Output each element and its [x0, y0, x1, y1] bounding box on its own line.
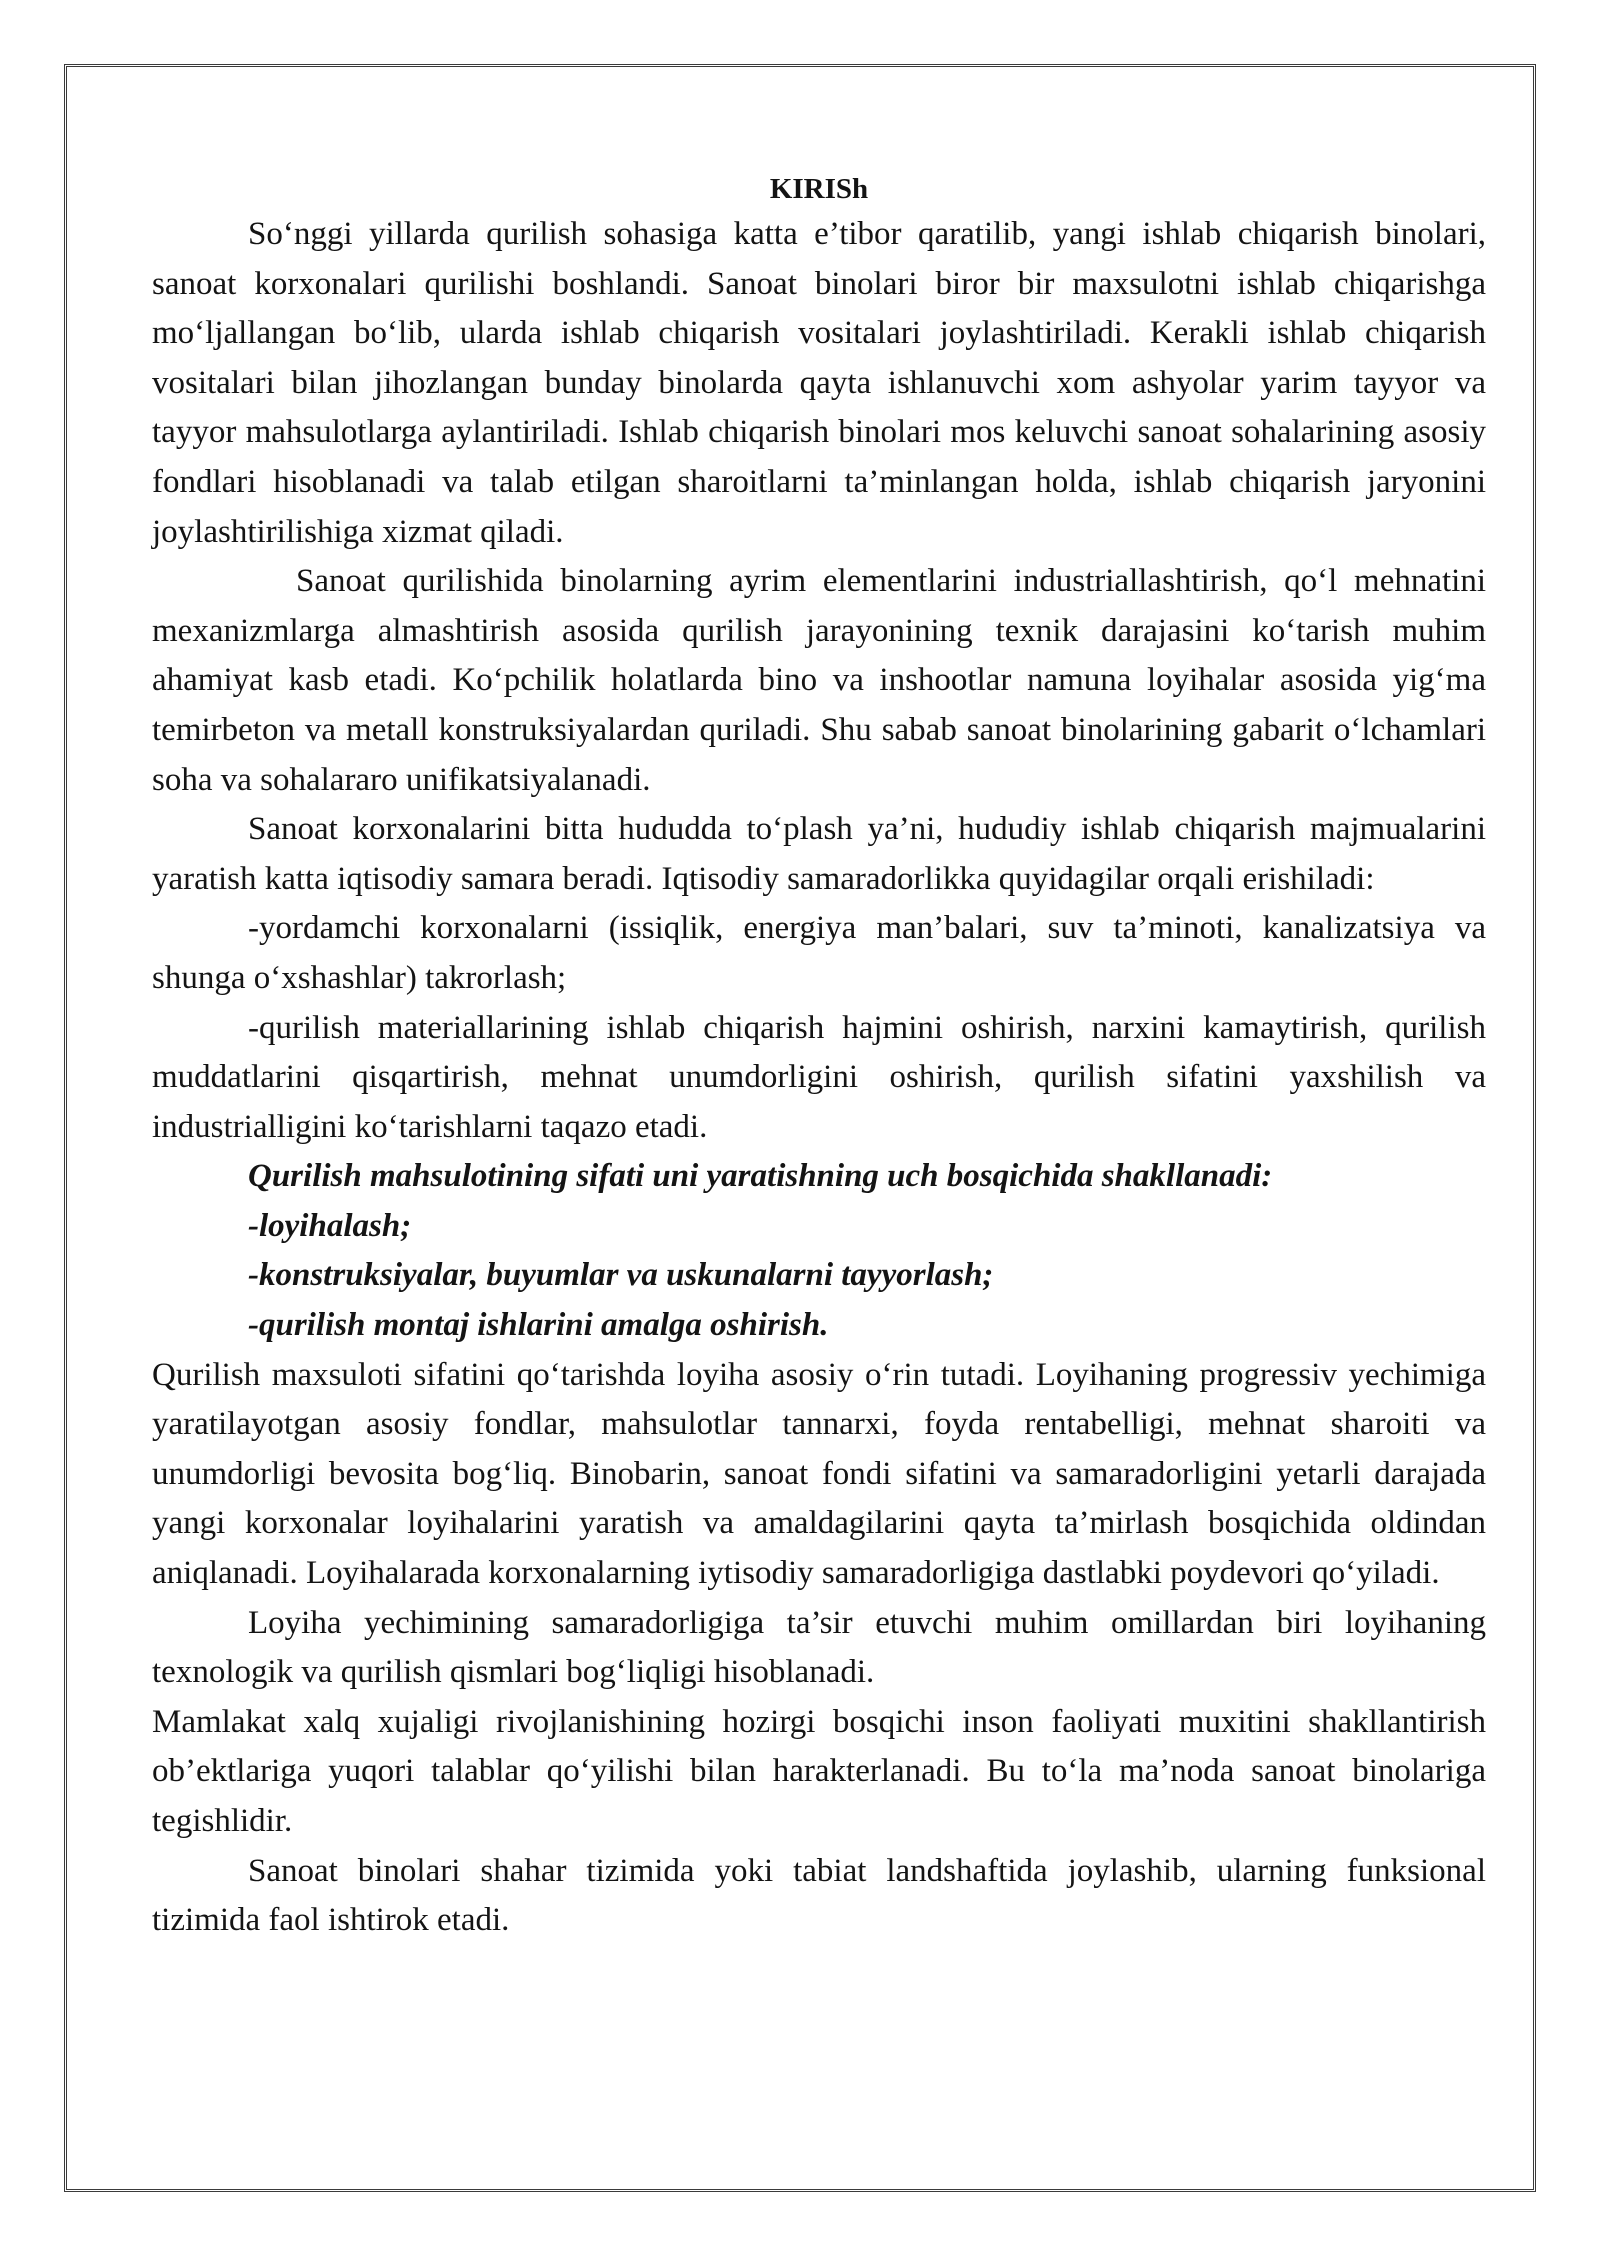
list-item-auxiliary: -yordamchi korxonalarni (issiqlik, energiya man’balari, suv ta’minoti, kanalizatsiya va shunga o‘xshashlar) takrorlash;: [152, 910, 1486, 996]
emphasis-item-installation: -qurilish montaj ishlarini amalga oshirish.: [248, 1307, 829, 1344]
list-item-materials: -qurilish materiallarining ishlab chiqarish hajmini oshirish, narxini kamaytirish, qurilish muddatlarini qisqartirish, mehnat unumdorligini oshirish, qurilish sifatini yaxshilish va industrialligini ko‘tarishlarni taqazo etadi.: [152, 1009, 1486, 1145]
document-body: [152, 168, 1486, 1946]
paragraph-project-quality: Qurilish maxsuloti sifatini qo‘tarishda loyiha asosiy o‘rin tutadi. Loyihaning progressiv yechimiga yaratilayotgan asosiy fondlar, mahsulotlar tannarxi, foyda rentabelligi, mehnat sharoiti va unumdorligi bevosita bog‘liq. Binobarin, sanoat fondi sifatini va samaradorligini yetarli darajada yangi korxonalar loyihalarini yaratish va amaldagilarini qayta ta’mirlash bosqichida oldindan aniqlanadi. Loyihalarada korxonalarning iytisodiy samaradorligiga dastlabki poydevori qo‘yiladi.: [152, 1356, 1486, 1592]
paragraph-national-economy: Mamlakat xalq xujaligi rivojlanishining hozirgi bosqichi inson faoliyati muxitini shakllantirish ob’ektlariga yuqori talablar qo‘yilishi bilan harakterlanadi. Bu to‘la ma’noda sanoat binolariga tegishlidir.: [152, 1703, 1486, 1839]
paragraph-industrial-buildings: Sanoat binolari shahar tizimida yoki tabiat landshaftida joylashib, ularning funksional tizimida faol ishtirok etadi.: [152, 1852, 1486, 1939]
paragraph-project-efficiency: Loyiha yechimining samaradorligiga ta’sir etuvchi muhim omillardan biri loyihaning texnologik va qurilish qismlari bog‘liqligi hisoblanadi.: [152, 1604, 1486, 1691]
paragraph-industrialization: Sanoat qurilishida binolarning ayrim elementlarini industriallashtirish, qo‘l mehnatini mexanizmlarga almashtirish asosida qurilish jarayonining texnik darajasini ko‘tarish muhim ahamiyat kasb etadi. Ko‘pchilik holatlarda bino va inshootlar namuna loyihalar asosida yig‘ma temirbeton va metall konstruksiyalardan quriladi. Shu sabab sanoat binolarining gabarit o‘lchamlari soha va sohalararo unifikatsiyalanadi.: [152, 563, 1486, 798]
document-title: KIRISh: [769, 173, 869, 205]
emphasis-item-manufacture: -konstruksiyalar, buyumlar va uskunalarni tayyorlash;: [248, 1257, 994, 1294]
paragraph-territorial-complexes: Sanoat korxonalarini bitta hududda to‘plash ya’ni, hududiy ishlab chiqarish majmualarini yaratish katta iqtisodiy samara beradi. Iqtisodiy samaradorlikka quyidagilar orqali erishiladi:: [152, 811, 1486, 897]
paragraph-intro: So‘nggi yillarda qurilish sohasiga katta e’tibor qaratilib, yangi ishlab chiqarish binolari, sanoat korxonalari qurilishi boshlandi. Sanoat binolari biror bir maxsulotni ishlab chiqarishga mo‘ljallangan bo‘lib, ularda ishlab chiqarish vositalari joylashtiriladi. Kerakli ishlab chiqarish vositalari bilan jihozlangan bunday binolarda qayta ishlanuvchi xom ashyolar yarim tayyor va tayyor mahsulotlarga aylantiriladi. Ishlab chiqarish binolari mos keluvchi sanoat sohalarining asosiy fondlari hisoblanadi va talab etilgan sharoitlarni ta’minlangan holda, ishlab chiqarish jaryonini joylashtirilishiga xizmat qiladi.: [152, 216, 1486, 550]
emphasis-heading-quality: Qurilish mahsulotining sifati uni yaratishning uch bosqichida shakllanadi:: [248, 1158, 1273, 1195]
emphasis-item-design: -loyihalash;: [248, 1207, 412, 1244]
